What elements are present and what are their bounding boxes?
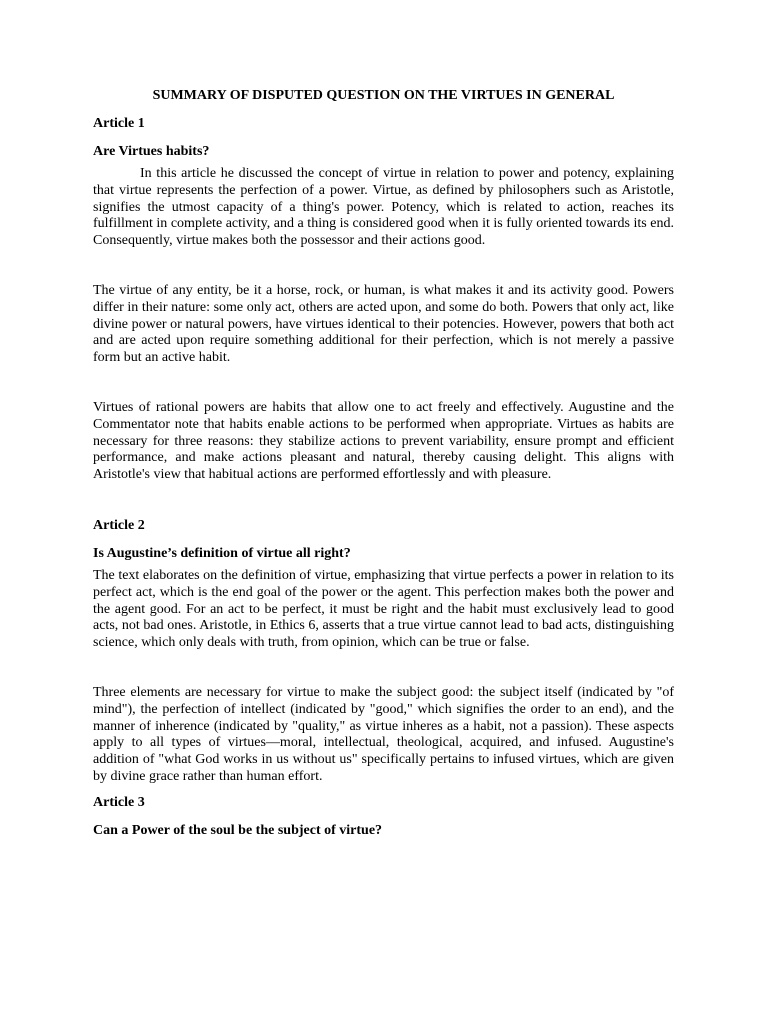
document-title: SUMMARY OF DISPUTED QUESTION ON THE VIRTUES IN GENERAL — [152, 88, 615, 103]
article-3-heading: Article 3 — [93, 794, 145, 810]
article-1-question: Are Virtues habits? — [93, 144, 210, 159]
article-1-paragraph-1: In this article he discussed the concept of virtue in relation to power and potency, explaining that virtue represents the perfection of a power. Virtue, as defined by philosophers such as Aristotle, signifies the utmost capacity of a thing's power. Potency, which is related to action, reaches its fulfillment in complete activity, and a thing is considered good when it is fully oriented towards its end. Consequently, virtue makes both the possessor and their actions good. — [93, 166, 674, 249]
article-1-paragraph-2: The virtue of any entity, be it a horse, rock, or human, is what makes it and its activity good. Powers differ in their nature: some only act, others are acted upon, and some do both. Powers that only act, like divine power or natural powers, have virtues identical to their potencies. However, powers that both act and are acted upon require something additional for their perfection, which is not merely a passive form but an active habit. — [93, 282, 674, 366]
article-1-paragraph-3: Virtues of rational powers are habits that allow one to act freely and effectively. Augustine and the Commentator note that habits enable actions to be performed when appropriate. Virtues as habits are necessary for three reasons: they stabilize actions to prevent variability, ensure prompt and efficient performance, and make actions pleasant and natural, thereby causing delight. This aligns with Aristotle's view that habitual actions are performed effortlessly and with pleasure. — [93, 399, 674, 483]
article-1-heading: Article 1 — [93, 116, 145, 131]
article-2-heading: Article 2 — [93, 517, 145, 533]
article-3-question: Can a Power of the soul be the subject of virtue? — [93, 822, 383, 838]
article-2-question: Is Augustine’s definition of virtue all right? — [93, 545, 351, 561]
article-2-paragraph-2: Three elements are necessary for virtue to make the subject good: the subject itself (indicated by "of mind"), the perfection of intellect (indicated by "good," which signifies the order to an end), and the manner of inherence (indicated by "quality," as virtue inheres as a habit, not a passion). These aspects apply to all types of virtues—moral, intellectual, theological, acquired, and infused. Augustine's addition of "what God works in us without us" specifically pertains to infused virtues, which are given by divine grace rather than human effort. — [93, 684, 674, 784]
document-page — [93, 87, 674, 845]
article-2-paragraph-1: The text elaborates on the definition of virtue, emphasizing that virtue perfects a power in relation to its perfect act, which is the end goal of the power or the agent. This perfection makes both the power and the agent good. For an act to be perfect, it must be right and the habit must exclusively lead to good acts, not bad ones. Aristotle, in Ethics 6, asserts that a true virtue cannot lead to bad acts, distinguishing science, which only deals with truth, from opinion, which can be true or false. — [93, 567, 674, 651]
